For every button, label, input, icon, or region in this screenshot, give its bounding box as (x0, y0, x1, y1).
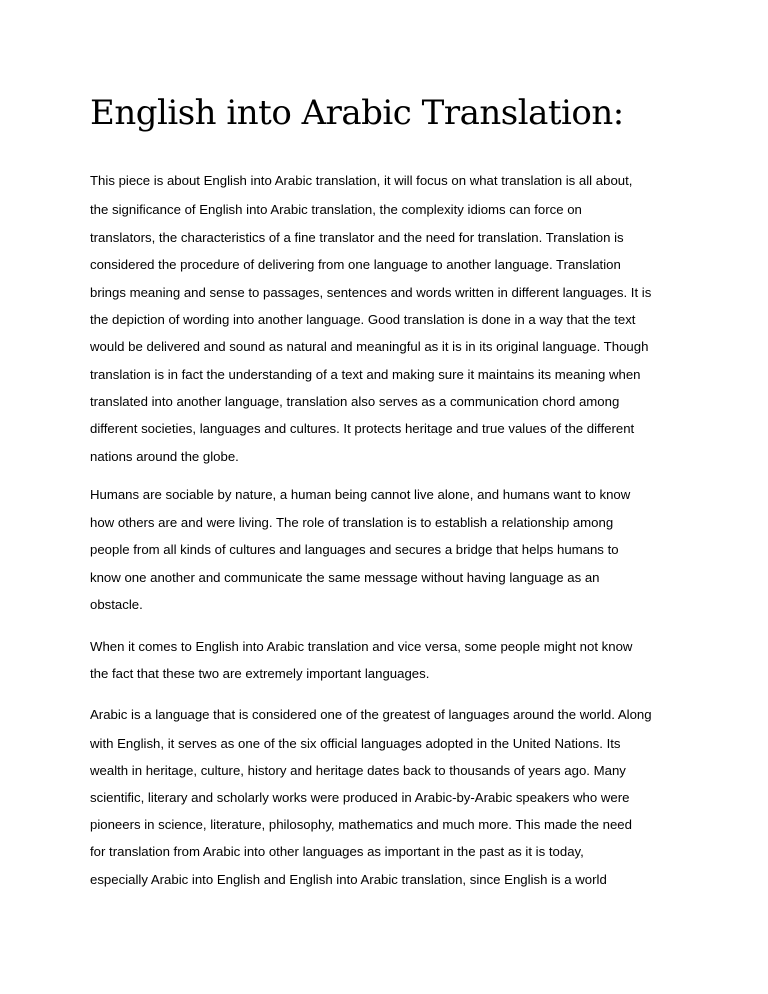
paragraph-1-line-2: the significance of English into Arabic translation, the complexity idioms can force on (90, 202, 582, 217)
document-title: English into Arabic Translation: (90, 93, 624, 133)
paragraph-4-line-4: scientific, literary and scholarly works were produced in Arabic-by-Arabic speakers who were (90, 790, 630, 805)
paragraph-1-line-4: considered the procedure of delivering from one language to another language. Translation (90, 257, 621, 272)
paragraph-2-line-5: obstacle. (90, 597, 143, 612)
paragraph-3-line-1: When it comes to English into Arabic translation and vice versa, some people might not know (90, 639, 633, 654)
paragraph-1-line-1: This piece is about English into Arabic translation, it will focus on what translation is all about, (90, 173, 633, 188)
paragraph-4-line-5: pioneers in science, literature, philosophy, mathematics and much more. This made the need (90, 817, 632, 832)
paragraph-3-line-2: the fact that these two are extremely important languages. (90, 666, 430, 681)
paragraph-4-line-7: especially Arabic into English and English into Arabic translation, since English is a world (90, 872, 607, 887)
paragraph-1-line-5: brings meaning and sense to passages, sentences and words written in different languages. It is (90, 285, 652, 300)
paragraph-1-line-11: nations around the globe. (90, 449, 239, 464)
paragraph-2-line-2: how others are and were living. The role of translation is to establish a relationship among (90, 515, 614, 530)
paragraph-1-line-10: different societies, languages and cultures. It protects heritage and true values of the different (90, 421, 635, 436)
paragraph-4-line-2: with English, it serves as one of the six official languages adopted in the United Nations. Its (90, 736, 621, 751)
paragraph-2-line-4: know one another and communicate the same message without having language as an (90, 570, 600, 585)
paragraph-4-line-3: wealth in heritage, culture, history and heritage dates back to thousands of years ago. Many (90, 763, 626, 778)
paragraph-4-line-6: for translation from Arabic into other languages as important in the past as it is today, (90, 844, 584, 859)
paragraph-2-line-1: Humans are sociable by nature, a human being cannot live alone, and humans want to know (90, 487, 631, 502)
paragraph-1-line-6: the depiction of wording into another language. Good translation is done in a way that the text (90, 312, 636, 327)
paragraph-4-line-1: Arabic is a language that is considered one of the greatest of languages around the world. Along (90, 707, 652, 722)
paragraph-1-line-7: would be delivered and sound as natural and meaningful as it is in its original language. Though (90, 339, 649, 354)
paragraph-2-line-3: people from all kinds of cultures and languages and secures a bridge that helps humans to (90, 542, 619, 557)
paragraph-1-line-3: translators, the characteristics of a fine translator and the need for translation. Translation is (90, 230, 624, 245)
paragraph-1-line-8: translation is in fact the understanding of a text and making sure it maintains its meaning when (90, 367, 641, 382)
paragraph-1-line-9: translated into another language, translation also serves as a communication chord among (90, 394, 620, 409)
